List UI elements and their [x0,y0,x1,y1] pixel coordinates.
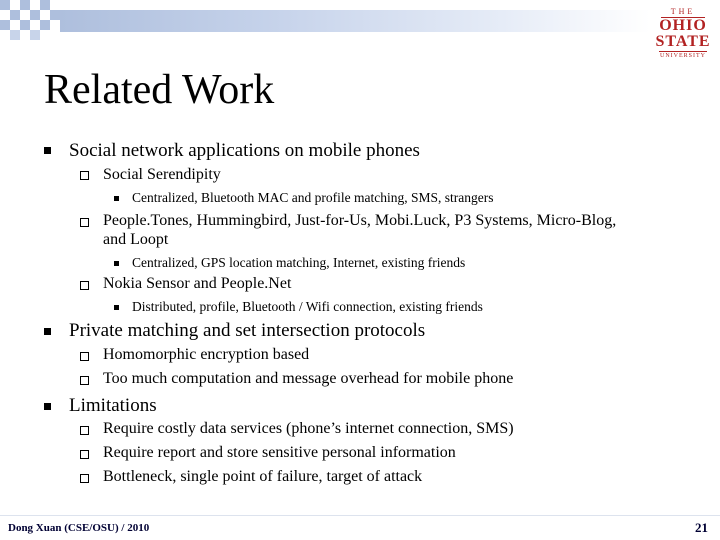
bullet-box-icon [80,218,89,227]
header-band [0,0,650,40]
sub-bullet-overhead: Too much computation and message overhead for mobile phone [103,370,514,387]
sub-bullet-nokia-sensor: Nokia Sensor and People.Net [103,275,292,292]
detail-social-serendipity: Centralized, Bluetooth MAC and profile matching, SMS, strangers [132,190,494,205]
sub-bullet-costly-data: Require costly data services (phone’s internet connection, SMS) [103,420,514,437]
detail-peopletones: Centralized, GPS location matching, Internet, existing friends [132,255,466,270]
bullet-box-icon [80,474,89,483]
bullet-box-icon [80,352,89,361]
sub-bullet-peopletones-line2: and Loopt [103,231,169,248]
bullet-small-square-icon [114,196,119,201]
bullet-box-icon [80,171,89,180]
osu-logo [655,8,711,60]
logo-university: UNIVERSITY [660,53,706,59]
sub-bullet-peopletones-line1: People.Tones, Hummingbird, Just-for-Us, Mobi.Luck, P3 Systems, Micro-Blog, [103,212,617,229]
bullet-box-icon [80,281,89,290]
logo-state: STATE [655,33,711,50]
sub-bullet-social-serendipity: Social Serendipity [103,166,221,183]
bullet-box-icon [80,376,89,385]
bullet-box-icon [80,426,89,435]
header-gradient-strip [60,10,650,32]
bullet-limitations: Limitations [69,395,157,416]
detail-nokia-sensor: Distributed, profile, Bluetooth / Wifi connection, existing friends [132,299,483,314]
bullet-square-icon [44,147,51,154]
logo-the: THE [661,8,705,18]
slide-title: Related Work [44,67,275,113]
logo-ohio: OHIO [659,17,707,34]
footer-author: Dong Xuan (CSE/OSU) / 2010 [8,522,150,534]
bullet-square-icon [44,328,51,335]
sub-bullet-bottleneck: Bottleneck, single point of failure, target of attack [103,468,423,485]
sub-bullet-homomorphic: Homomorphic encryption based [103,346,310,363]
bullet-social-network-apps: Social network applications on mobile phones [69,140,420,161]
sub-bullet-sensitive-info: Require report and store sensitive personal information [103,444,456,461]
bullet-small-square-icon [114,261,119,266]
bullet-small-square-icon [114,305,119,310]
page-number: 21 [695,520,708,535]
bullet-box-icon [80,450,89,459]
bullet-square-icon [44,403,51,410]
bullet-private-matching: Private matching and set intersection protocols [69,320,426,341]
footer-divider [0,515,720,516]
checker-pattern [0,0,60,40]
